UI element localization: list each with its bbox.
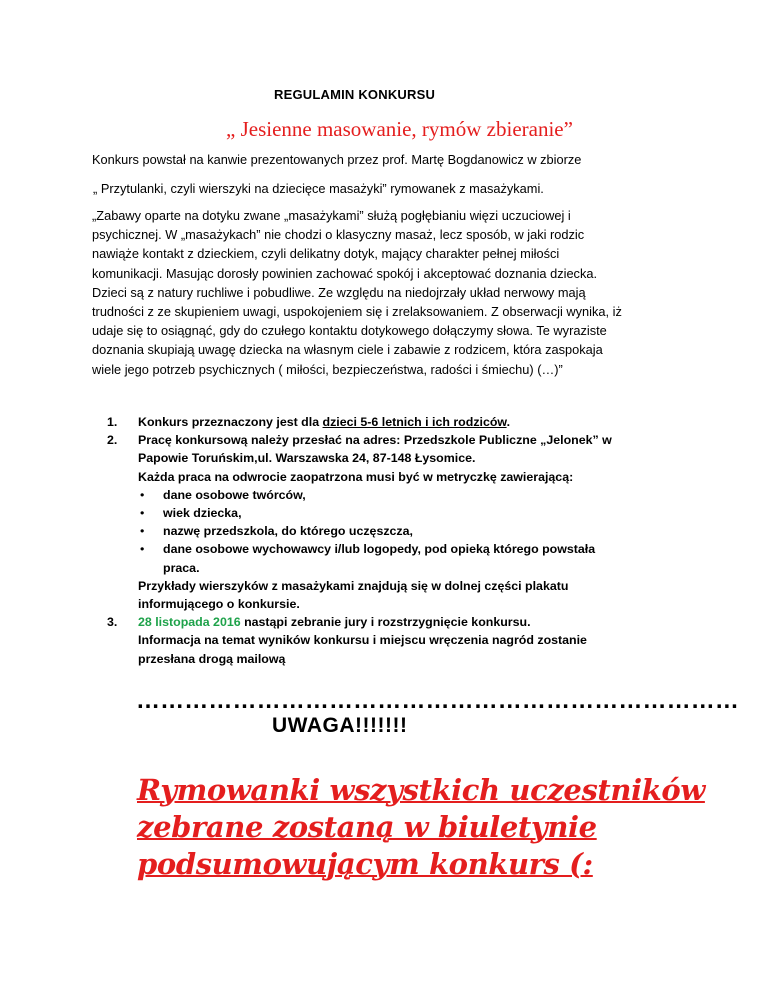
- warning-heading: UWAGA!!!!!!!: [272, 714, 408, 737]
- rule-text: Każda praca na odwrocie zaopatrzona musi być w metryczkę zawierającą:: [138, 469, 574, 484]
- bullet-item: [92, 540, 612, 558]
- intro-quote: [92, 206, 652, 379]
- closing-announcement: [137, 772, 737, 883]
- rules-list: [92, 413, 612, 668]
- rule-item-3: [92, 613, 612, 668]
- bullet-icon: •: [140, 542, 145, 557]
- examples-note: informującego o konkursie.: [138, 597, 300, 612]
- bullet-icon: •: [140, 487, 145, 502]
- rule-item-1: [92, 413, 612, 431]
- intro-line: „Zabawy oparte na dotyku zwane „masażykami” służą pogłębianiu więzi uczuciowej i: [92, 208, 571, 223]
- intro-line: psychicznej. W „masażykach” nie chodzi o klasyczny masaż, lecz sposób, w jaki rodzic: [92, 227, 585, 243]
- bullet-text: dane osobowe wychowawcy i/lub logopedy, pod opieką którego powstała: [163, 542, 596, 557]
- dotted-separator: …………………………………………………………………: [136, 687, 739, 714]
- bullet-item: [92, 522, 612, 540]
- bullet-item: [92, 486, 612, 504]
- rule-number: 3.: [107, 615, 118, 630]
- rule-number: 2.: [107, 433, 118, 448]
- bullet-text: nazwę przedszkola, do którego uczęszcza,: [163, 524, 413, 539]
- paragraph-origin: Konkurs powstał na kanwie prezentowanych przez prof. Martę Bogdanowicz w zbiorze: [92, 152, 582, 167]
- announcement-line: podsumowującym konkurs (:: [137, 847, 593, 881]
- jury-date: 28 listopada 2016: [138, 615, 241, 630]
- intro-line: wiele jego potrzeb psychicznych ( miłości, bezpieczeństwa, radości i śmiechu) (…)”: [92, 361, 563, 377]
- bullet-icon: •: [140, 524, 145, 539]
- rule-text: Papowie Toruńskim,ul. Warszawska 24, 87-148 Łysomice.: [138, 451, 476, 466]
- intro-line: trudności z ze skupieniem uwagi, uspokojeniem się i zrelaksowaniem. Z obserwacji wynika, iż: [92, 304, 622, 320]
- rule-text: nastąpi zebranie jury i rozstrzygnięcie konkursu.: [240, 615, 531, 630]
- paragraph-book-title: „ Przytulanki, czyli wierszyki na dziecięce masażyki” rymowanek z masażykami.: [93, 181, 544, 196]
- rule-punctuation: .: [506, 415, 511, 429]
- bullet-text: wiek dziecka,: [163, 506, 242, 521]
- rule-text: Informacja na temat wyników konkursu i miejscu wręczenia nagród zostanie: [138, 633, 587, 648]
- document-title: REGULAMIN KONKURSU: [274, 87, 436, 102]
- rule-number: 1.: [107, 415, 118, 429]
- bullet-icon: •: [140, 506, 145, 521]
- target-audience: dzieci 5-6 letnich i ich rodziców: [322, 415, 507, 429]
- intro-line: komunikacji. Masując dorosły powinien zachować spokój i akceptować doznania dziecka.: [92, 265, 598, 281]
- rule-text: Konkurs przeznaczony jest dla: [138, 415, 323, 429]
- bullet-text-continued: praca.: [163, 560, 200, 575]
- rule-text: Pracę konkursową należy przesłać na adres: Przedszkole Publiczne „Jelonek” w: [138, 433, 612, 448]
- intro-line: udaje się to osiągnąć, gdy do czułego kontaktu dotykowego dołączymy słowa. Te wyraziste: [92, 323, 607, 339]
- intro-line: doznania skupiają uwagę dziecka na własnym ciele i zabawie z rodzicem, która zaspokaja: [92, 342, 603, 358]
- bullet-text: dane osobowe twórców,: [163, 487, 306, 502]
- announcement-line: Rymowanki wszystkich uczestników: [137, 773, 705, 807]
- rule-text: przesłana drogą mailową: [138, 651, 286, 666]
- announcement-line: zebrane zostaną w biuletynie: [137, 810, 597, 844]
- contest-subtitle: „ Jesienne masowanie, rymów zbieranie”: [226, 117, 573, 141]
- rule-item-2: [92, 431, 612, 486]
- intro-line: Dzieci są z natury ruchliwe i pobudliwe. Ze względu na niedojrzały układ nerwowy mają: [92, 284, 586, 300]
- examples-note: Przykłady wierszyków z masażykami znajdują się w dolnej części plakatu: [138, 578, 569, 593]
- bullet-item: [92, 504, 612, 522]
- intro-line: nawiąże kontakt z dzieckiem, czyli delikatny dotyk, mający charakter pełnej miłości: [92, 246, 560, 262]
